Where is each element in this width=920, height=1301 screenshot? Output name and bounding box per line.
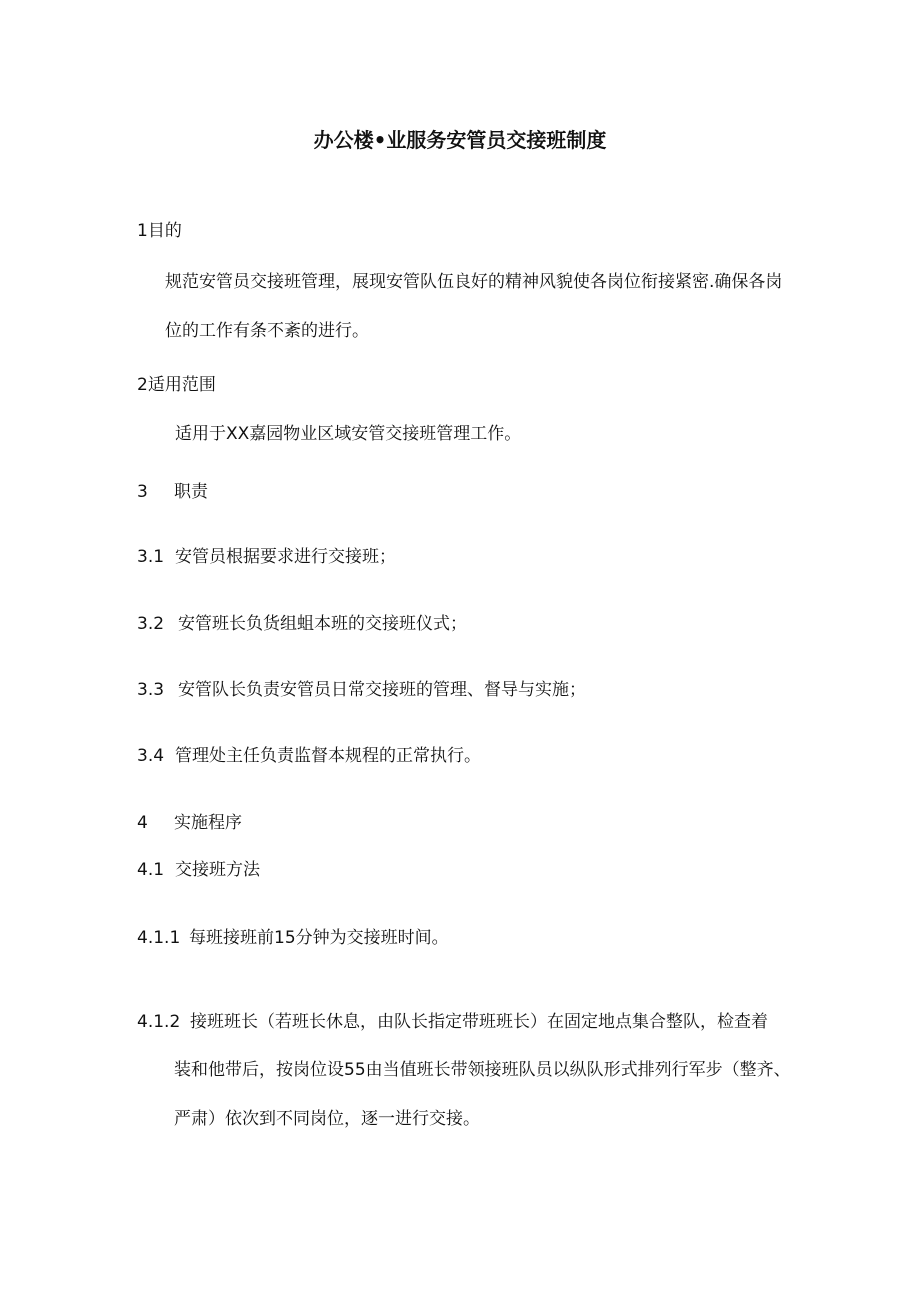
item-4-1-2 — [137, 1010, 768, 1034]
item-4-1-1-text: 每班接班前15分钟为交接班时间。 — [189, 928, 449, 948]
subsection-4-1-heading: 交接班方法 — [175, 860, 260, 880]
section-3-heading-row — [137, 480, 208, 504]
section-1-line-2: 位的工作有条不紊的进行。 — [165, 321, 369, 341]
item-3-1-number: 3.1 — [137, 547, 165, 567]
section-2-heading: 2适用范围 — [137, 375, 216, 395]
item-4-1-2-line-2: 装和他带后，按岗位设55由当值班长带领接班队员以纵队形式排列行军步（整齐、 — [174, 1060, 791, 1080]
section-4-heading-row — [137, 811, 242, 835]
item-3-3-number: 3.3 — [137, 680, 165, 700]
section-3-number: 3 — [137, 482, 148, 502]
item-3-3 — [137, 678, 586, 702]
page-title: 办公楼•业服务安管员交接班制度 — [313, 128, 607, 152]
subsection-4-1 — [137, 858, 260, 882]
item-3-2-number: 3.2 — [137, 614, 165, 634]
item-3-1 — [137, 545, 396, 569]
section-4-heading: 实施程序 — [174, 813, 242, 833]
section-1-line-1: 规范安管员交接班管理，展现安管队伍良好的精神风貌使各岗位衔接紧密.确保各岗 — [165, 272, 783, 292]
item-4-1-1 — [137, 926, 449, 950]
subsection-4-1-number: 4.1 — [137, 860, 165, 880]
item-3-4-number: 3.4 — [137, 746, 165, 766]
item-4-1-2-line-1: 接班班长（若班长休息，由队长指定带班班长）在固定地点集合整队，检查着 — [190, 1012, 768, 1032]
section-1-heading: 1目的 — [137, 221, 182, 241]
item-4-1-2-line-3: 严肃）依次到不同岗位，逐一进行交接。 — [174, 1109, 480, 1129]
section-2-line-1: 适用于XX嘉园物业区域安管交接班管理工作。 — [175, 424, 522, 444]
section-3-heading: 职责 — [174, 482, 208, 502]
item-3-2 — [137, 612, 467, 636]
item-3-4-text: 管理处主任负责监督本规程的正常执行。 — [175, 746, 481, 766]
item-3-4 — [137, 744, 481, 768]
item-3-1-text: 安管员根据要求进行交接班； — [175, 547, 396, 567]
item-4-1-2-number: 4.1.2 — [137, 1012, 181, 1032]
item-4-1-1-number: 4.1.1 — [137, 928, 181, 948]
section-4-number: 4 — [137, 813, 148, 833]
item-3-3-text: 安管队长负责安管员日常交接班的管理、督导与实施； — [178, 680, 586, 700]
item-3-2-text: 安管班长负货组蛆本班的交接班仪式； — [178, 614, 467, 634]
